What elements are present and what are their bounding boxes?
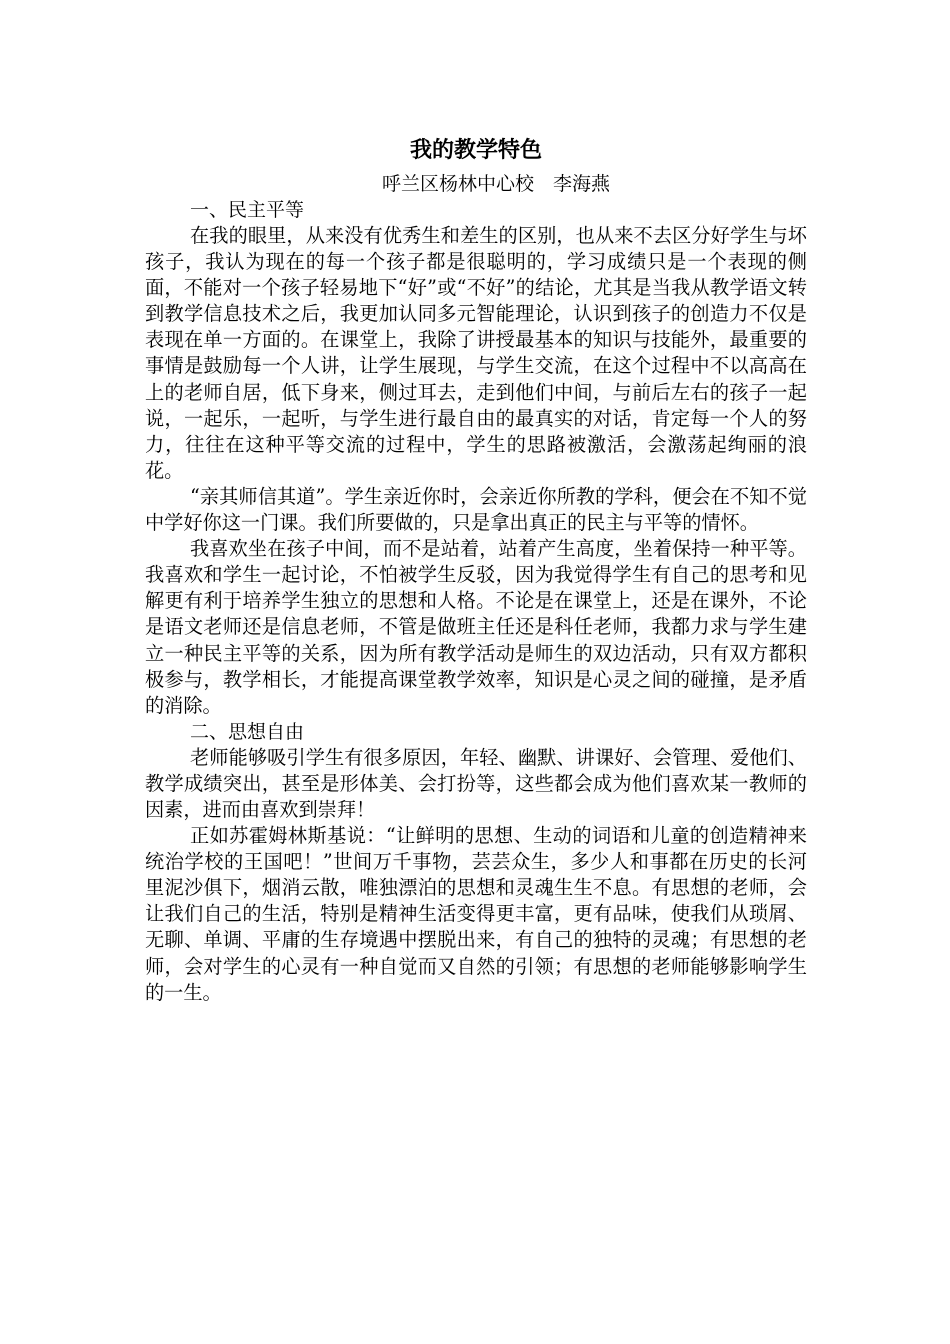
paragraph: 老师能够吸引学生有很多原因，年轻、幽默、讲课好、会管理、爱他们、教学成绩突出，甚至是形体美、会打扮等，这些都会成为他们喜欢某一教师的因素，进而由喜欢到崇拜！ xyxy=(145,745,807,821)
document-body xyxy=(145,133,807,1006)
paragraph: 我喜欢坐在孩子中间，而不是站着，站着产生高度，坐着保持一种平等。我喜欢和学生一起讨论，不怕被学生反驳，因为我觉得学生有自己的思考和见解更有利于培养学生独立的思想和人格。不论是在课堂上，还是在课外，不论是语文老师还是信息老师，不管是做班主任还是科任老师，我都力求与学生建立一种民主平等的关系，因为所有教学活动是师生的双边活动，只有双方都积极参与，教学相长，才能提高课堂教学效率，知识是心灵之间的碰撞，是矛盾的消除。 xyxy=(145,537,807,717)
paragraph: 正如苏霍姆林斯基说：“让鲜明的思想、生动的词语和儿童的创造精神来统治学校的王国吧！”世间万千事物，芸芸众生，多少人和事都在历史的长河里泥沙俱下，烟消云散，唯独漂泊的思想和灵魂生生不息。有思想的老师，会让我们自己的生活，特别是精神生活变得更丰富，更有品味，使我们从琐屑、无聊、单调、平庸的生存境遇中摆脱出来，有自己的独特的灵魂；有思想的老师，会对学生的心灵有一种自觉而又自然的引领；有思想的老师能够影响学生的一生。 xyxy=(145,824,807,1004)
paragraph: 在我的眼里，从来没有优秀生和差生的区别，也从来不去区分好学生与坏孩子，我认为现在的每一个孩子都是很聪明的，学习成绩只是一个表现的侧面，不能对一个孩子轻易地下“好”或“不好”的结论，尤其是当我从教学语文转到教学信息技术之后，我更加认同多元智能理论，认识到孩子的创造力不仅是表现在单一方面的。在课堂上，我除了讲授最基本的知识与技能外，最重要的事情是鼓励每一个人讲，让学生展现，与学生交流，在这个过程中不以高高在上的老师自居，低下身来，侧过耳去，走到他们中间，与前后左右的孩子一起说，一起乐，一起听，与学生进行最自由的最真实的对话，肯定每一个人的努力，往往在这种平等交流的过程中，学生的思路被激活，会激荡起绚丽的浪花。 xyxy=(145,224,807,482)
paragraph: “亲其师信其道”。学生亲近你时，会亲近你所教的学科，便会在不知不觉中学好你这一门课。我们所要做的，只是拿出真正的民主与平等的情怀。 xyxy=(145,484,807,535)
section-heading-freedom: 二、思想自由 xyxy=(190,720,305,743)
section-heading-democracy: 一、民主平等 xyxy=(190,199,305,221)
author-byline: 呼兰区杨林中心校 李海燕 xyxy=(381,173,610,195)
document-title: 我的教学特色 xyxy=(409,137,542,163)
